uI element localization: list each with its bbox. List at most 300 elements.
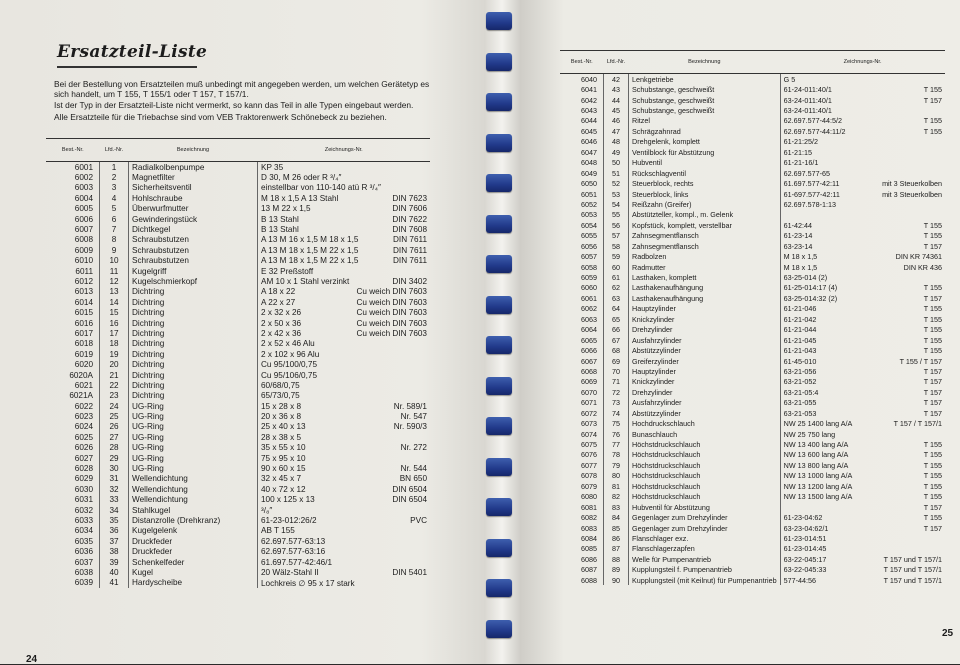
remark <box>421 360 427 369</box>
lfd-nr: 45 <box>612 106 620 116</box>
lfd-nr: 11 <box>109 266 119 276</box>
bezeichnung-cell <box>629 314 781 324</box>
best-nr: 6031 <box>74 495 93 505</box>
bezeichnung: Schraubstutzen <box>132 235 189 245</box>
best-nr: 6085 <box>581 544 597 554</box>
bezeichnung-cell <box>129 162 258 173</box>
bezeichnung: Zahnsegmentflansch <box>632 241 699 251</box>
zeichnung-cell <box>780 335 945 345</box>
zeichnungs-nr: A 13 M 18 x 1,5 M 22 x 1,5 <box>261 256 359 266</box>
table-row <box>46 235 430 245</box>
bezeichnung-cell <box>129 526 258 536</box>
page-title: Ersatzteil-Liste <box>57 42 208 62</box>
best-nr: 6050 <box>581 179 597 189</box>
best-nr: 6010 <box>74 256 93 266</box>
bezeichnung-cell <box>129 318 258 328</box>
lfd-nr: 51 <box>612 168 620 178</box>
table-row <box>46 245 430 255</box>
zeichnung-cell <box>258 245 431 255</box>
zeichnung-cell <box>780 158 945 168</box>
bezeichnung: Dichtring <box>132 391 165 401</box>
lfd-nr-cell <box>604 471 629 481</box>
remark: Nr. 547 <box>400 412 427 422</box>
lfd-nr-cell <box>604 178 629 188</box>
lfd-nr: 7 <box>111 225 117 235</box>
bezeichnung: Drehzylinder <box>632 325 673 335</box>
bezeichnung: Hohlschraube <box>132 193 183 203</box>
zeichnung-cell <box>780 418 945 428</box>
table-row <box>46 578 430 588</box>
best-nr-cell <box>560 481 604 491</box>
zeichnung-cell <box>780 523 945 533</box>
best-nr: 6042 <box>581 95 597 105</box>
lfd-nr: 13 <box>109 287 119 297</box>
bezeichnung-cell <box>129 204 258 214</box>
lfd-nr: 56 <box>612 220 620 230</box>
zeichnung-cell <box>258 183 431 193</box>
bezeichnung-cell <box>629 231 781 241</box>
bezeichnung-cell <box>129 536 258 546</box>
bezeichnung: Knickzylinder <box>632 377 675 387</box>
bezeichnung: UG-Ring <box>132 432 164 442</box>
bezeichnung: Stahlkugel <box>132 505 171 515</box>
bezeichnung: UG-Ring <box>132 412 164 422</box>
table-row <box>46 422 430 432</box>
bezeichnung: Hochdruckschlauch <box>632 419 695 429</box>
table-row <box>560 220 945 230</box>
bezeichnung-cell <box>629 272 781 282</box>
table-row <box>46 172 430 182</box>
zeichnungs-nr: 61-24-011:40/1 <box>783 85 832 95</box>
best-nr: 6078 <box>581 471 597 481</box>
table-row <box>560 126 945 136</box>
lfd-nr: 28 <box>109 443 119 453</box>
bezeichnung-cell <box>629 387 781 397</box>
zeichnungs-nr: 65/73/0,75 <box>261 391 300 401</box>
best-nr: 6060 <box>581 283 597 293</box>
lfd-nr-cell <box>100 505 129 515</box>
zeichnungs-nr: 63-21-053 <box>783 408 817 418</box>
lfd-nr: 19 <box>109 349 119 359</box>
table-row <box>560 460 945 470</box>
best-nr: 6067 <box>581 356 597 366</box>
bezeichnung: Schraubstutzen <box>132 256 189 266</box>
lfd-nr: 62 <box>612 283 620 293</box>
lfd-nr: 89 <box>612 565 620 575</box>
remark: DIN KR 74361 <box>895 252 942 262</box>
zeichnung-cell <box>258 443 431 453</box>
lfd-nr: 57 <box>612 231 620 241</box>
table-row <box>560 325 945 335</box>
table-row <box>46 339 430 349</box>
best-nr-cell <box>560 377 604 387</box>
remark <box>421 526 427 535</box>
bezeichnung: Hauptzylinder <box>632 366 676 376</box>
remark: Cu weich DIN 7603 <box>356 297 427 307</box>
best-nr-cell <box>46 193 100 203</box>
table-row <box>46 526 430 536</box>
zeichnung-cell <box>258 557 431 567</box>
best-nr-cell <box>46 204 100 214</box>
best-nr: 6012 <box>74 276 93 286</box>
zeichnungs-nr: 61-21:25/2 <box>783 137 818 147</box>
bezeichnung: Distanzrolle (Drehkranz) <box>132 515 221 525</box>
best-nr: 6036 <box>74 547 93 557</box>
best-nr-cell <box>560 116 604 126</box>
header-lfd-nr: Lfd.-Nr. <box>100 139 129 162</box>
remark <box>936 544 942 553</box>
zeichnungs-nr: 2 x 50 x 36 <box>261 318 302 328</box>
best-nr: 6028 <box>74 464 93 474</box>
best-nr: 6004 <box>74 193 93 203</box>
lfd-nr-cell <box>604 533 629 543</box>
zeichnungs-nr: 62.697.578-1:13 <box>783 199 836 209</box>
lfd-nr: 14 <box>109 297 119 307</box>
bezeichnung-cell <box>129 401 258 411</box>
bezeichnung: Höchstdruckschlauch <box>632 471 701 481</box>
lfd-nr: 87 <box>612 544 620 554</box>
bezeichnung-cell <box>129 370 258 380</box>
table-row <box>46 266 430 276</box>
bezeichnung-cell <box>129 214 258 224</box>
best-nr-cell <box>46 515 100 525</box>
table-row <box>46 463 430 473</box>
zeichnungs-nr: G 5 <box>783 74 796 84</box>
bezeichnung-cell <box>629 356 781 366</box>
header-best-nr: Best.-Nr. <box>46 139 100 162</box>
zeichnungs-nr: 63-22-045:33 <box>783 565 827 575</box>
zeichnungs-nr: AB T 155 <box>261 526 295 536</box>
zeichnungs-nr: A 18 x 22 <box>261 287 296 297</box>
zeichnung-cell <box>780 325 945 335</box>
best-nr: 6030 <box>74 484 93 494</box>
bezeichnung-cell <box>629 554 781 564</box>
table-row <box>46 256 430 266</box>
lfd-nr: 22 <box>109 380 119 390</box>
zeichnung-cell <box>780 345 945 355</box>
lfd-nr: 58 <box>612 241 620 251</box>
zeichnungs-nr: M 18 x 1,5 <box>783 252 818 262</box>
remark <box>421 547 427 556</box>
zeichnungs-nr: 61-21:15 <box>783 147 812 157</box>
bezeichnung: Hubventil für Abstützung <box>632 502 710 512</box>
best-nr-cell <box>46 307 100 317</box>
zeichnung-cell <box>780 178 945 188</box>
best-nr-cell <box>560 366 604 376</box>
lfd-nr-cell <box>100 172 129 182</box>
best-nr: 6059 <box>581 273 597 283</box>
lfd-nr-cell <box>604 199 629 209</box>
lfd-nr-cell <box>100 463 129 473</box>
bezeichnung-cell <box>129 463 258 473</box>
bezeichnung: Flanschlagerzapfen <box>632 544 695 554</box>
remark: T 155 <box>923 283 942 293</box>
best-nr-cell <box>560 178 604 188</box>
table-row <box>46 453 430 463</box>
bezeichnung: Überwurfmutter <box>132 204 189 214</box>
zeichnung-cell <box>780 366 945 376</box>
intro-text <box>54 79 446 123</box>
remark <box>936 200 942 209</box>
best-nr: 6049 <box>581 168 597 178</box>
bezeichnung: Drehzylinder <box>632 387 673 397</box>
zeichnungs-nr: 25 x 40 x 13 <box>261 422 306 432</box>
lfd-nr-cell <box>604 105 629 115</box>
best-nr-cell <box>560 168 604 178</box>
bezeichnung: Radmutter <box>632 262 666 272</box>
best-nr: 6082 <box>581 513 597 523</box>
zeichnungs-nr: A 22 x 27 <box>261 297 296 307</box>
zeichnung-cell <box>780 105 945 115</box>
bezeichnung: Wellendichtung <box>132 495 188 505</box>
best-nr: 6077 <box>581 460 597 470</box>
zeichnung-cell <box>258 411 431 421</box>
zeichnung-cell <box>258 339 431 349</box>
remark: T 155 / T 157 <box>899 356 942 366</box>
zeichnungs-nr: ³/₈″ <box>261 505 273 515</box>
binding-ring <box>486 620 512 638</box>
bezeichnung-cell <box>629 335 781 345</box>
best-nr: 6015 <box>74 308 93 318</box>
bezeichnung-cell <box>629 199 781 209</box>
lfd-nr-cell <box>100 370 129 380</box>
best-nr-cell <box>560 565 604 575</box>
lfd-nr: 35 <box>109 515 119 525</box>
best-nr: 6071 <box>581 398 597 408</box>
table-row <box>46 484 430 494</box>
table-row <box>46 276 430 286</box>
lfd-nr-cell <box>604 356 629 366</box>
lfd-nr-cell <box>100 391 129 401</box>
lfd-nr-cell <box>604 387 629 397</box>
best-nr-cell <box>46 370 100 380</box>
table-row <box>560 398 945 408</box>
lfd-nr: 41 <box>109 578 119 588</box>
table-row <box>560 377 945 387</box>
bezeichnung: Dichtring <box>132 308 165 318</box>
bezeichnung-cell <box>629 293 781 303</box>
best-nr: 6022 <box>74 401 93 411</box>
remark <box>936 169 942 178</box>
bezeichnung: Knickzylinder <box>632 314 675 324</box>
bezeichnung: Kopfstück, komplett, verstellbar <box>632 220 732 230</box>
intro-note: Alle Ersatzteile für die Triebachse sind vom VEB Traktorenwerk Schönebeck zu beziehen. <box>54 112 387 123</box>
bezeichnung: Dichtring <box>132 370 165 380</box>
zeichnung-cell <box>780 502 945 512</box>
remark <box>936 148 942 157</box>
best-nr-cell <box>46 162 100 173</box>
bezeichnung-cell <box>129 172 258 182</box>
binding-ring <box>486 255 512 273</box>
zeichnungs-nr: 61-21-046 <box>783 304 817 314</box>
zeichnungs-nr: 2 x 102 x 96 Alu <box>261 349 320 359</box>
bezeichnung: Sicherheitsventil <box>132 183 192 193</box>
best-nr: 6011 <box>75 266 93 276</box>
lfd-nr: 71 <box>612 377 620 387</box>
bezeichnung-cell <box>629 575 781 585</box>
remark <box>421 381 427 390</box>
bezeichnung-cell <box>129 183 258 193</box>
zeichnung-cell <box>258 328 431 338</box>
remark: DIN 6504 <box>392 495 427 505</box>
zeichnungs-nr: 63-24-011:40/1 <box>783 106 832 116</box>
best-nr: 6026 <box>74 443 93 453</box>
remark: T 157 <box>923 95 942 105</box>
remark: mit 3 Steuerkolben <box>882 189 942 199</box>
header-lfd-nr: Lfd.-Nr. <box>604 51 629 74</box>
best-nr-cell <box>46 526 100 536</box>
remark <box>421 163 427 172</box>
zeichnungs-nr: 61-45-010 <box>783 356 817 366</box>
zeichnungs-nr: 61-21-045 <box>783 335 817 345</box>
zeichnung-cell <box>780 450 945 460</box>
remark: Cu weich DIN 7603 <box>356 287 427 297</box>
lfd-nr-cell <box>100 578 129 588</box>
header-best-nr: Best.-Nr. <box>560 51 604 74</box>
zeichnung-cell <box>780 471 945 481</box>
bezeichnung-cell <box>129 443 258 453</box>
remark: T 155 <box>923 513 942 523</box>
lfd-nr-cell <box>604 512 629 522</box>
bezeichnung-cell <box>629 283 781 293</box>
best-nr-cell <box>46 557 100 567</box>
best-nr-cell <box>560 544 604 554</box>
lfd-nr-cell <box>604 523 629 533</box>
bezeichnung-cell <box>629 533 781 543</box>
best-nr-cell <box>46 536 100 546</box>
zeichnungs-nr: NW 13 1000 lang A/A <box>783 471 853 481</box>
lfd-nr: 2 <box>111 173 117 183</box>
best-nr: 6002 <box>74 173 93 183</box>
table-row <box>560 565 945 575</box>
best-nr: 6008 <box>74 235 93 245</box>
bezeichnung: Radbolzen <box>632 252 667 262</box>
remark: DIN 7623 <box>392 193 427 203</box>
best-nr: 6079 <box>581 481 597 491</box>
best-nr: 6084 <box>581 533 597 543</box>
binding-ring <box>486 579 512 597</box>
table-row <box>560 335 945 345</box>
zeichnung-cell <box>780 565 945 575</box>
zeichnung-cell <box>258 204 431 214</box>
table-row <box>560 408 945 418</box>
bezeichnung: UG-Ring <box>132 422 164 432</box>
zeichnungs-nr: NW 13 800 lang A/A <box>783 460 849 470</box>
remark: Cu weich DIN 7603 <box>356 318 427 328</box>
zeichnung-cell <box>780 481 945 491</box>
remark <box>421 173 427 182</box>
bezeichnung: Lasthaken, komplett <box>632 273 697 283</box>
intro-paragraph-1: Bei der Bestellung von Ersatzteilen muß unbedingt mit angegeben werden, um welchen Gerätetyp es sich handelt, um T 155, T 155/1 oder T 157, T 157/1. <box>54 79 430 100</box>
binding-ring <box>486 539 512 557</box>
bezeichnung-cell <box>129 495 258 505</box>
table-row <box>560 502 945 512</box>
remark <box>421 391 427 400</box>
bezeichnung: Ausfahrzylinder <box>632 335 682 345</box>
bezeichnung-cell <box>629 408 781 418</box>
best-nr: 6081 <box>581 502 597 512</box>
best-nr: 6021 <box>74 380 93 390</box>
header-bezeichnung: Bezeichnung <box>129 139 258 162</box>
bezeichnung-cell <box>129 484 258 494</box>
best-nr: 6029 <box>74 474 93 484</box>
lfd-nr-cell <box>604 220 629 230</box>
remark: BN 650 <box>399 474 427 484</box>
bezeichnung: Flanschlager exz. <box>632 533 689 543</box>
best-nr-cell <box>560 126 604 136</box>
remark: DIN 3402 <box>392 276 427 286</box>
lfd-nr: 36 <box>109 526 119 536</box>
lfd-nr: 44 <box>612 95 620 105</box>
bezeichnung: Abstützteller, kompl., m. Gelenk <box>632 210 734 220</box>
bezeichnung-cell <box>629 74 781 85</box>
zeichnungs-nr: 61-23-014:51 <box>783 533 827 543</box>
table-row <box>560 554 945 564</box>
best-nr: 6023 <box>74 412 93 422</box>
table-row <box>560 544 945 554</box>
lfd-nr-cell <box>604 460 629 470</box>
zeichnung-cell <box>258 578 431 588</box>
remark <box>936 137 942 146</box>
bezeichnung: Dichtring <box>132 380 165 390</box>
zeichnungs-nr: 63-22-045:17 <box>783 554 827 564</box>
lfd-nr: 4 <box>111 193 117 203</box>
bezeichnung-cell <box>129 276 258 286</box>
binding-ring <box>486 53 512 71</box>
best-nr: 6062 <box>581 304 597 314</box>
table-row <box>46 349 430 359</box>
zeichnung-cell <box>258 214 431 224</box>
best-nr-cell <box>46 328 100 338</box>
remark: DIN 7608 <box>392 225 427 235</box>
best-nr: 6068 <box>581 366 597 376</box>
best-nr: 6037 <box>74 557 93 567</box>
lfd-nr-cell <box>100 567 129 577</box>
zeichnung-cell <box>780 74 945 85</box>
table-row <box>46 370 430 380</box>
lfd-nr-cell <box>100 328 129 338</box>
bezeichnung-cell <box>129 266 258 276</box>
bezeichnung-cell <box>629 220 781 230</box>
best-nr-cell <box>46 235 100 245</box>
zeichnung-cell <box>780 168 945 178</box>
lfd-nr: 75 <box>612 419 620 429</box>
bezeichnung-cell <box>629 210 781 220</box>
table-row <box>560 241 945 251</box>
zeichnungs-nr: 62.697.577-44:11/2 <box>783 126 846 136</box>
table-row <box>46 515 430 525</box>
best-nr-cell <box>46 339 100 349</box>
lfd-nr-cell <box>100 204 129 214</box>
table-row <box>560 471 945 481</box>
lfd-nr-cell <box>604 398 629 408</box>
best-nr: 6016 <box>74 318 93 328</box>
zeichnungs-nr: 2 x 42 x 36 <box>261 328 302 338</box>
best-nr: 6017 <box>74 328 93 338</box>
table-row <box>560 575 945 585</box>
best-nr-cell <box>46 172 100 182</box>
zeichnungs-nr: E 32 Preßstoff <box>261 266 314 276</box>
zeichnungs-nr: 61-23-14 <box>783 231 813 241</box>
bezeichnung-cell <box>629 439 781 449</box>
zeichnungs-nr: NW 13 600 lang A/A <box>783 450 849 460</box>
bezeichnung: Dichtring <box>132 328 165 338</box>
bezeichnung: Steuerblock, links <box>632 189 689 199</box>
zeichnungs-nr: 61-21-16/1 <box>783 158 819 168</box>
lfd-nr: 83 <box>612 502 620 512</box>
zeichnung-cell <box>258 515 431 525</box>
best-nr-cell <box>560 262 604 272</box>
